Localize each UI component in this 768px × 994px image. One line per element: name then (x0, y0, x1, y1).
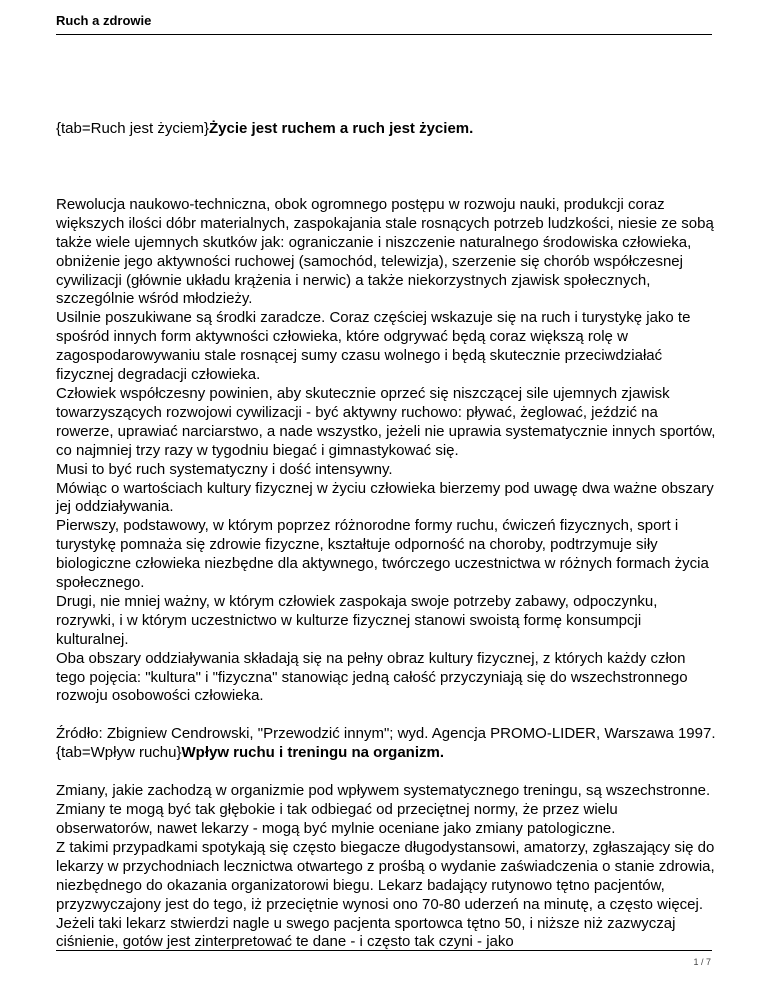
paragraph: Rewolucja naukowo-techniczna, obok ogromnego postępu w rozwoju nauki, produkcji coraz większych ilości dóbr materialnych, zaspokajania stale rosnących potrzeb ludzkości, niesie ze sobą także wiele ujemnych skutków jak: ograniczanie i niszczenie naturalnego środowiska człowieka, obniżenie jego aktywności ruchowej (samochód, telewizja), szerzenie się chorób współczesnej cywilizacji (głównie układu krążenia i nerwic) a także niekorzystnych zjawisk społecznych, szczególnie wśród młodzieży. (56, 195, 714, 308)
header-divider (56, 34, 712, 35)
tab-tag: {tab=Wpływ ruchu} (56, 744, 182, 762)
page-number: 1 / 7 (693, 957, 711, 967)
paragraph: Drugi, nie mniej ważny, w którym człowiek zaspokaja swoje potrzeby zabawy, odpoczynku, rozrywki, i w którym uczestnictwo w kulturze fizycznej stanowi swoistą formę konsumpcji kulturalnej. (56, 592, 658, 648)
paragraph: Oba obszary oddziaływania składają się na pełny obraz kultury fizycznej, z których każdy człon tego pojęcia: "kultura" i "fizyczna" stanowiąc jedną całość przyczyniają się do wszechstronnego rozwoju osobowości człowieka. (56, 649, 688, 705)
paragraph: Zmiany, jakie zachodzą w organizmie pod wpływem systematycznego treningu, są wszechstronne. Zmiany te mogą być tak głębokie i tak odbiegać od przeciętnej normy, że przez wielu obserwatorów, nawet lekarzy - mogą być mylnie oceniane jako zmiany patologiczne. (56, 782, 711, 837)
paragraph: Z takimi przypadkami spotykają się często biegacze długodystansowi, amatorzy, zgłaszający się do lekarzy w przychodniach lecznictwa otwartego z prośbą o wydanie zaświadczenia o stanie zdrowia, niezbędnego do okazania organizatorowi biegu. Lekarz badający rutynowo tętno pacjentów, przyzwyczajony jest do tego, iż przeciętnie wynosi ono 70-80 uderzeń na minutę, a często więcej. Jeżeli taki lekarz stwierdzi nagle u swego pacjenta sportowca tętno 50, i niższe niż zazwyczaj ciśnienie, gotów jest zinterpretować te dane - i często tak czyni - jako (56, 838, 715, 951)
paragraph: Mówiąc o wartościach kultury fizycznej w życiu człowieka bierzemy pod uwagę dwa ważne obszary jej oddziaływania. (56, 479, 714, 516)
section-heading-1 (56, 120, 716, 139)
paragraph: Pierwszy, podstawowy, w którym poprzez różnorodne formy ruchu, ćwiczeń fizycznych, sport i turystykę pomnaża się zdrowie fizyczne, kształtuje odporność na choroby, podtrzymuje siły biologiczne człowieka niezbędne dla aktywnego, twórczego uczestnictwa w różnych formach życia społecznego. (56, 517, 709, 592)
running-header-title: Ruch a zdrowie (56, 13, 152, 28)
source-text: Źródło: Zbigniew Cendrowski, "Przewodzić innym"; wyd. Agencja PROMO-LIDER, Warszawa 1997. (56, 725, 716, 743)
section-heading-2: Wpływ ruchu i treningu na organizm. (181, 744, 445, 762)
paragraph: Usilnie poszukiwane są środki zaradcze. Coraz częściej wskazuje się na ruch i turystykę jako te spośród innych form aktywności człowieka, które odgrywać będą coraz większą rolę w zagospodarowywaniu stale rosnącej sumy czasu wolnego i będą skutecznie przeciwdziałać fizycznej degradacji człowieka. (56, 309, 691, 384)
tab-tag: {tab=Ruch jest życiem} (56, 120, 209, 137)
paragraph: Musi to być ruch systematyczny i dość intensywny. (56, 460, 393, 478)
source-citation (56, 725, 716, 763)
heading-text: Życie jest ruchem a ruch jest życiem. (209, 120, 474, 137)
paragraph: Człowiek współczesny powinien, aby skutecznie oprzeć się niszczącej sile ujemnych zjawisk towarzyszących rozwojowi cywilizacji - być aktywny ruchowo: pływać, żeglować, jeździć na rowerze, uprawiać narciarstwo, a nade wszystko, jeżeli nie uprawia systematycznie innych sportów, co najmniej trzy razy w tygodniu biegać i gimnastykować się. (56, 384, 716, 459)
footer-divider (56, 950, 712, 951)
article-body (56, 120, 716, 952)
